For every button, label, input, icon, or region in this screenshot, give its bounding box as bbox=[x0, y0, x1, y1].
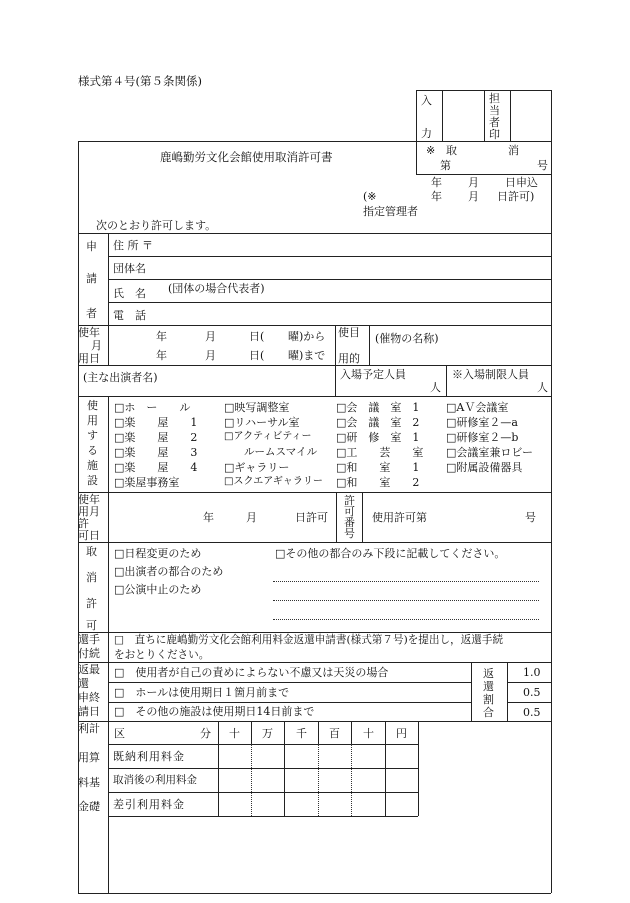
attendance-limit-unit: 人 bbox=[537, 381, 548, 394]
intro-text: 次のとおり許可します。 bbox=[96, 219, 217, 232]
permit-no-label-1: 許 bbox=[344, 494, 355, 507]
permit-no-label-2: 可 bbox=[344, 505, 355, 518]
purpose-label-bottom: 用的 bbox=[338, 352, 360, 365]
facility-label-2: 用 bbox=[87, 414, 98, 427]
facility-checkbox[interactable]: □AＶ会議室 bbox=[446, 401, 509, 414]
fee-digit: 千 bbox=[296, 727, 307, 740]
stamp-tantou-4: 印 bbox=[489, 128, 500, 141]
facility-checkbox[interactable]: □会 議 室 1 bbox=[336, 401, 420, 414]
facility-checkbox[interactable]: □楽屋事務室 bbox=[114, 476, 180, 489]
facility-checkbox[interactable]: □楽 屋 4 bbox=[114, 461, 198, 474]
fee-digit: 百 bbox=[329, 727, 340, 740]
period-from-day: 日( bbox=[249, 330, 265, 343]
permit-month: 月 bbox=[246, 511, 257, 524]
rate-value: 0.5 bbox=[523, 686, 541, 699]
fee-label-2: 用算 bbox=[78, 751, 100, 764]
facility-checkbox[interactable]: □研修室２—a bbox=[446, 416, 518, 429]
fee-row-label: 取消後の利用料金 bbox=[113, 774, 197, 786]
facility-checkbox[interactable]: □会 議 室 2 bbox=[336, 416, 420, 429]
permit-no-label-3: 番 bbox=[344, 516, 355, 529]
refund-rate-label-4: 請日 bbox=[78, 705, 100, 718]
reason-label-3: 許 bbox=[86, 597, 97, 610]
facility-checkbox-cont: ルームスマイル bbox=[244, 446, 318, 458]
facility-checkbox[interactable]: □ギャラリー bbox=[224, 461, 290, 474]
period-to-day: 日( bbox=[249, 349, 265, 362]
reason-label-1: 取 bbox=[86, 545, 97, 558]
facility-checkbox[interactable]: □映写調整室 bbox=[224, 401, 290, 414]
refund-rate-label-2: 還 bbox=[78, 677, 89, 690]
period-from-month: 月 bbox=[205, 330, 216, 343]
torikeshi-label-2: 消 bbox=[508, 144, 519, 157]
fee-label-4: 金礎 bbox=[78, 800, 100, 813]
period-to-month: 月 bbox=[205, 349, 216, 362]
facility-checkbox[interactable]: □附属設備器具 bbox=[446, 461, 523, 474]
facility-label-5: 施 bbox=[87, 459, 98, 472]
facility-checkbox[interactable]: □研修室２—b bbox=[446, 431, 519, 444]
fee-header-ku: 区 bbox=[114, 727, 125, 740]
manager-label: 指定管理者 bbox=[363, 205, 418, 218]
expected-attendance-unit: 人 bbox=[430, 381, 441, 394]
refund-proc-text: をおとりください。 bbox=[114, 649, 210, 661]
fee-digit: 万 bbox=[262, 727, 273, 740]
facility-label-6: 設 bbox=[87, 474, 98, 487]
permit-year: 年 bbox=[203, 511, 214, 524]
fee-header-bun: 分 bbox=[200, 727, 211, 740]
rate-value: 0.5 bbox=[523, 706, 541, 719]
torikeshi-go: 号 bbox=[537, 159, 548, 172]
fee-digit: 十 bbox=[363, 727, 374, 740]
name-note: (団体の場合代表者) bbox=[168, 282, 265, 295]
fee-digit: 円 bbox=[396, 727, 407, 740]
applicant-label-1: 申 bbox=[86, 240, 97, 253]
facility-checkbox[interactable]: □アクティビティー bbox=[224, 431, 312, 442]
permit-day: 日許可) bbox=[497, 190, 535, 203]
permit-no-label-4: 号 bbox=[344, 527, 355, 540]
refund-rate-label-1: 返最 bbox=[78, 663, 100, 676]
facility-checkbox[interactable]: □スクエアギャラリー bbox=[224, 476, 323, 487]
rate-label-2: 還 bbox=[483, 680, 494, 693]
facility-checkbox[interactable]: □和 室 1 bbox=[336, 461, 420, 474]
applicant-label-3: 者 bbox=[86, 307, 97, 320]
refund-proc-checkbox[interactable]: □ 直ちに鹿嶋勤労文化会館利用料金返還申請書(様式第７号)を提出し，返還手続 bbox=[114, 634, 504, 646]
refund-rate-checkbox[interactable]: □ 使用者が自己の責めによらない不慮又は天災の場合 bbox=[114, 666, 389, 679]
stamp-tantou-1: 担 bbox=[489, 92, 500, 105]
fee-row-label: 既納利用料金 bbox=[113, 750, 185, 763]
attendance-limit-label: ※入場制限人員 bbox=[452, 368, 529, 381]
stamp-ryoku: 力 bbox=[421, 127, 432, 140]
facility-label-1: 使 bbox=[87, 399, 98, 412]
rate-label-1: 返 bbox=[483, 667, 494, 680]
permit-mark: (※ bbox=[363, 190, 377, 203]
refund-rate-checkbox[interactable]: □ その他の施設は使用期日14日前まで bbox=[114, 705, 315, 718]
rate-label-3: 割 bbox=[483, 693, 494, 706]
purpose-label-top: 使目 bbox=[338, 326, 360, 339]
permit-month: 月 bbox=[468, 190, 479, 203]
torikeshi-label: 取 bbox=[446, 144, 457, 157]
apply-month: 月 bbox=[468, 176, 479, 189]
refund-rate-label-3: 申終 bbox=[78, 691, 100, 704]
group-label: 団体名 bbox=[113, 262, 146, 275]
permit-label-mid2: 許 bbox=[78, 517, 89, 530]
period-label-top: 使年 bbox=[78, 326, 100, 339]
form-number: 様式第４号(第５条関係) bbox=[78, 74, 202, 88]
permit-number-text: 使用許可第 bbox=[372, 511, 427, 524]
facility-checkbox[interactable]: □会議室兼ロビー bbox=[446, 446, 533, 459]
refund-proc-label-bottom: 付続 bbox=[78, 647, 100, 660]
fee-label-3: 料基 bbox=[78, 776, 100, 789]
reason-checkbox[interactable]: □公演中止のため bbox=[114, 583, 202, 596]
phone-label: 電 話 bbox=[113, 309, 146, 322]
reason-label-4: 可 bbox=[86, 619, 97, 632]
period-from-tail: 曜)から bbox=[288, 330, 326, 343]
applicant-label-2: 請 bbox=[86, 272, 97, 285]
stamp-nyu: 入 bbox=[421, 94, 432, 107]
reason-other-checkbox[interactable]: □その他の都合のみ下段に記載してください。 bbox=[275, 547, 506, 560]
performers-label: (主な出演者名) bbox=[83, 371, 158, 384]
name-label: 氏 名 bbox=[113, 287, 146, 300]
address-label: 住 所 〒 bbox=[113, 239, 153, 252]
apply-year: 年 bbox=[431, 176, 442, 189]
apply-day: 日申込 bbox=[505, 176, 538, 189]
period-to-year: 年 bbox=[156, 349, 167, 362]
period-to-tail: 曜)まで bbox=[288, 349, 326, 362]
facility-checkbox[interactable]: □リハーサル室 bbox=[224, 416, 300, 429]
fee-label-1: 利計 bbox=[78, 722, 100, 735]
permit-label-bottom: 可日 bbox=[78, 529, 100, 542]
refund-proc-label-top: 還手 bbox=[78, 633, 100, 646]
permit-day: 日許可 bbox=[295, 511, 328, 524]
facility-checkbox[interactable]: □和 室 2 bbox=[336, 476, 420, 489]
rate-label-4: 合 bbox=[483, 706, 494, 719]
facility-checkbox[interactable]: □ホ ー ル bbox=[114, 401, 191, 414]
permit-label-mid: 用月 bbox=[78, 505, 100, 518]
facility-checkbox[interactable]: □研 修 室 1 bbox=[336, 431, 420, 444]
fee-row-label: 差引利用料金 bbox=[113, 798, 185, 811]
document-title: 鹿嶋勤労文化会館使用取消許可書 bbox=[160, 150, 333, 164]
rate-value: 1.0 bbox=[523, 666, 541, 679]
reason-checkbox[interactable]: □出演者の都合のため bbox=[114, 565, 224, 578]
facility-checkbox[interactable]: □楽 屋 3 bbox=[114, 446, 198, 459]
stamp-tantou-3: 者 bbox=[489, 116, 500, 129]
refund-rate-checkbox[interactable]: □ ホールは使用期日１箇月前まで bbox=[114, 686, 290, 699]
permit-label-top: 使年 bbox=[78, 493, 100, 506]
permit-number-go: 号 bbox=[525, 511, 536, 524]
permit-year: 年 bbox=[431, 190, 442, 203]
reason-checkbox[interactable]: □日程変更のため bbox=[114, 547, 202, 560]
facility-checkbox[interactable]: □工 芸 室 bbox=[336, 446, 424, 459]
expected-attendance-label: 入場予定人員 bbox=[340, 368, 406, 381]
facility-checkbox[interactable]: □楽 屋 1 bbox=[114, 416, 198, 429]
reason-label-2: 消 bbox=[86, 571, 97, 584]
period-label-bottom: 用日 bbox=[78, 352, 100, 365]
torikeshi-dai: 第 bbox=[440, 159, 451, 172]
stamp-tantou-2: 当 bbox=[489, 104, 500, 117]
facility-label-3: す bbox=[87, 429, 98, 442]
purpose-note: (催物の名称) bbox=[375, 332, 439, 345]
period-label-mid: 月 bbox=[91, 339, 102, 352]
fee-digit: 十 bbox=[229, 727, 240, 740]
facility-checkbox[interactable]: □楽 屋 2 bbox=[114, 431, 198, 444]
torikeshi-mark: ※ bbox=[426, 144, 436, 157]
facility-label-4: る bbox=[87, 444, 98, 457]
period-from-year: 年 bbox=[156, 330, 167, 343]
